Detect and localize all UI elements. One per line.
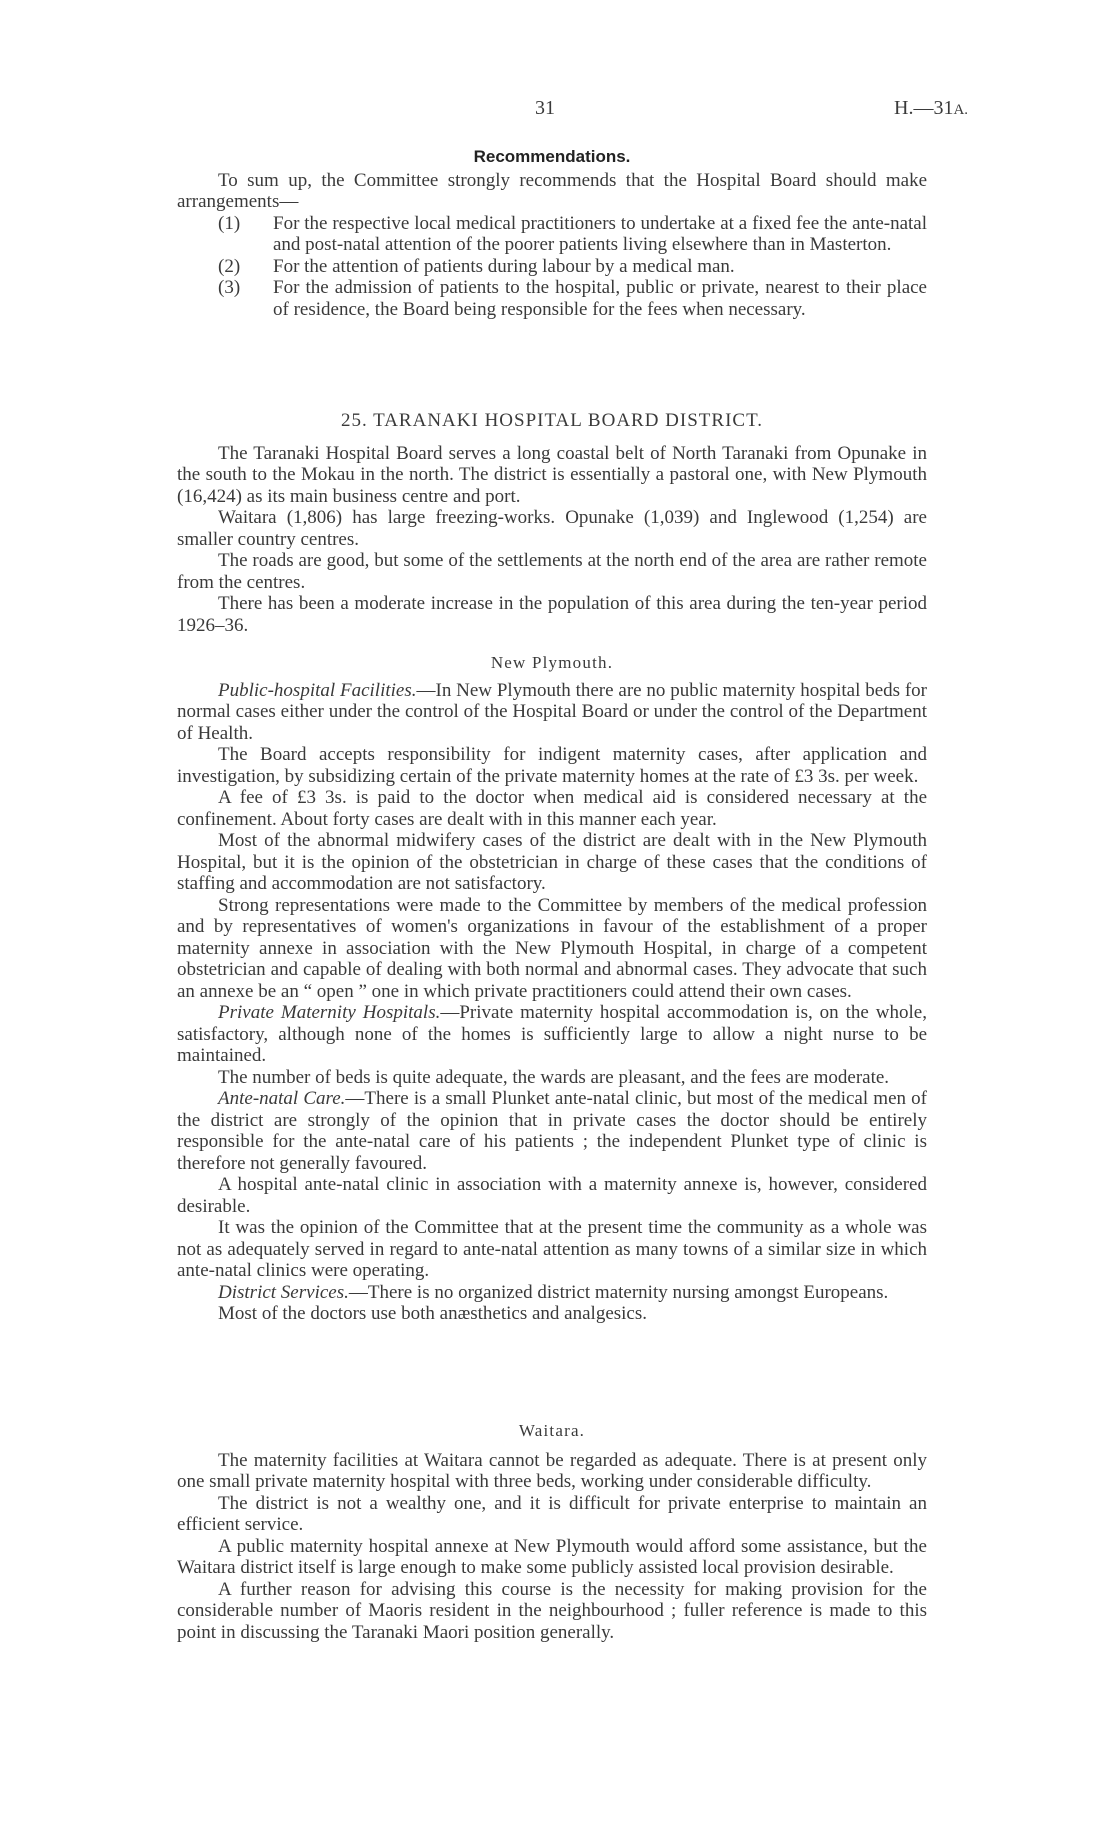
paragraph: A hospital ante-natal clinic in association with a maternity annexe is, however, considered desirable. (177, 1174, 927, 1217)
recommendation-item-2 (177, 256, 927, 278)
run-in-heading: Public-hospital Facilities. (218, 679, 417, 701)
item-number: (3) (218, 277, 241, 298)
subsection-heading: New Plymouth. (490, 653, 614, 672)
paragraph: The Board accepts responsibility for indigent maternity cases, after application and investigation, by subsidizing certain of the private maternity homes at the rate of £3 3s. per week. (177, 744, 927, 787)
item-text: For the respective local medical practitioners to undertake at a fixed fee the ante-natal and post-natal attention of the poorer patients living elsewhere than in Masterton. (273, 212, 927, 255)
paragraph: The roads are good, but some of the settlements at the north end of the area are rather remote from the centres. (177, 550, 927, 593)
paragraph-district-services: District Services.—There is no organized district maternity nursing amongst Europeans. (218, 1281, 889, 1303)
item-text: For the attention of patients during labour by a medical man. (273, 255, 735, 277)
reference-suffix: A. (953, 102, 969, 118)
paragraph: A fee of £3 3s. is paid to the doctor when medical aid is considered necessary at the confinement. About forty cases are dealt with in this manner each year. (177, 787, 927, 830)
run-in-heading: Ante-natal Care. (218, 1088, 346, 1109)
waitara-section (177, 1420, 927, 1643)
run-in-heading: Private Maternity Hospitals. (218, 1002, 441, 1023)
run-in-heading: District Services. (218, 1281, 349, 1303)
new-plymouth-section (177, 652, 927, 1325)
paragraph: The maternity facilities at Waitara cannot be regarded as adequate. There is at present only one small private maternity hospital with three beds, working under considerable difficulty. (177, 1449, 927, 1492)
recommendations-heading: Recommendations. (473, 147, 631, 166)
paragraph-ante-natal: Ante-natal Care.—There is a small Plunket ante-natal clinic, but most of the medical men of the district are strongly of the opinion that in private cases the doctor should be entirely responsible for the ante-natal care of his patients ; the independent Plunket type of clinic is therefore not generally favoured. (177, 1088, 928, 1174)
paragraph-private-hospitals: Private Maternity Hospitals.—Private maternity hospital accommodation is, on the whole, satisfactory, although none of the homes is sufficiently large to allow a night nurse to be maintained. (177, 1002, 927, 1066)
paragraph: Most of the doctors use both anæsthetics and analgesics. (218, 1303, 648, 1324)
paragraph: A public maternity hospital annexe at New Plymouth would afford some assistance, but the Waitara district itself is large enough to make some publicly assisted local provision desirable. (177, 1535, 927, 1578)
page-number: 31 (535, 97, 555, 119)
paragraph: Strong representations were made to the Committee by members of the medical profession and by representatives of women's organizations in favour of the establishment of a proper maternity annexe in association with the New Plymouth Hospital, in charge of a competent obstetrician and capable of dealing with both normal and abnormal cases. They advocate that such an annexe be an “ open ” one in which private practitioners could attend their own cases. (177, 894, 927, 1002)
subsection-heading: Waitara. (518, 1421, 586, 1440)
paragraph: Most of the abnormal midwifery cases of the district are dealt with in the New Plymouth Hospital, but it is the opinion of the obstetrician in charge of these cases that the conditions of staffing and accommodation are not satisfactory. (177, 830, 927, 894)
paragraph: There has been a moderate increase in the population of this area during the ten-year period 1926–36. (177, 593, 927, 636)
recommendation-item-3 (177, 277, 927, 320)
page-header (0, 98, 1114, 122)
recommendations-intro: To sum up, the Committee strongly recommends that the Hospital Board should make arrangements— (177, 169, 927, 212)
paragraph: Waitara (1,806) has large freezing-works. Opunake (1,039) and Inglewood (1,254) are smaller country centres. (177, 507, 927, 550)
paragraph: It was the opinion of the Committee that at the present time the community as a whole was not as adequately served in regard to ante-natal attention as many towns of a similar size in which ante-natal clinics were operating. (177, 1217, 927, 1281)
paragraph: A further reason for advising this course is the necessity for making provision for the considerable number of Maoris resident in the neighbourhood ; fuller reference is made to this point in discussing the Taranaki Maori position generally. (177, 1578, 927, 1643)
item-number: (2) (218, 255, 241, 277)
paragraph-public-hospital: Public-hospital Facilities.—In New Plymouth there are no public maternity hospital beds for normal cases either under the control of the Hospital Board or under the control of the Department of Health. (177, 679, 927, 744)
document-reference (894, 98, 968, 122)
item-text: For the admission of patients to the hospital, public or private, nearest to their place of residence, the Board being responsible for the fees when necessary. (273, 277, 927, 320)
paragraph: The number of beds is quite adequate, the wards are pleasant, and the fees are moderate. (218, 1066, 890, 1088)
recommendations-section (177, 146, 927, 320)
taranaki-section (177, 410, 927, 636)
section-heading: 25. TARANAKI HOSPITAL BOARD DISTRICT. (340, 410, 764, 431)
recommendation-item-1 (177, 213, 927, 256)
paragraph: The Taranaki Hospital Board serves a long coastal belt of North Taranaki from Opunake in the south to the Mokau in the north. The district is essentially a pastoral one, with New Plymouth (16,424) as its main business centre and port. (177, 442, 927, 507)
paragraph: The district is not a wealthy one, and it is difficult for private enterprise to maintain an efficient service. (177, 1492, 927, 1535)
item-number: (1) (218, 212, 241, 234)
reference-main: H.—31 (894, 97, 954, 119)
